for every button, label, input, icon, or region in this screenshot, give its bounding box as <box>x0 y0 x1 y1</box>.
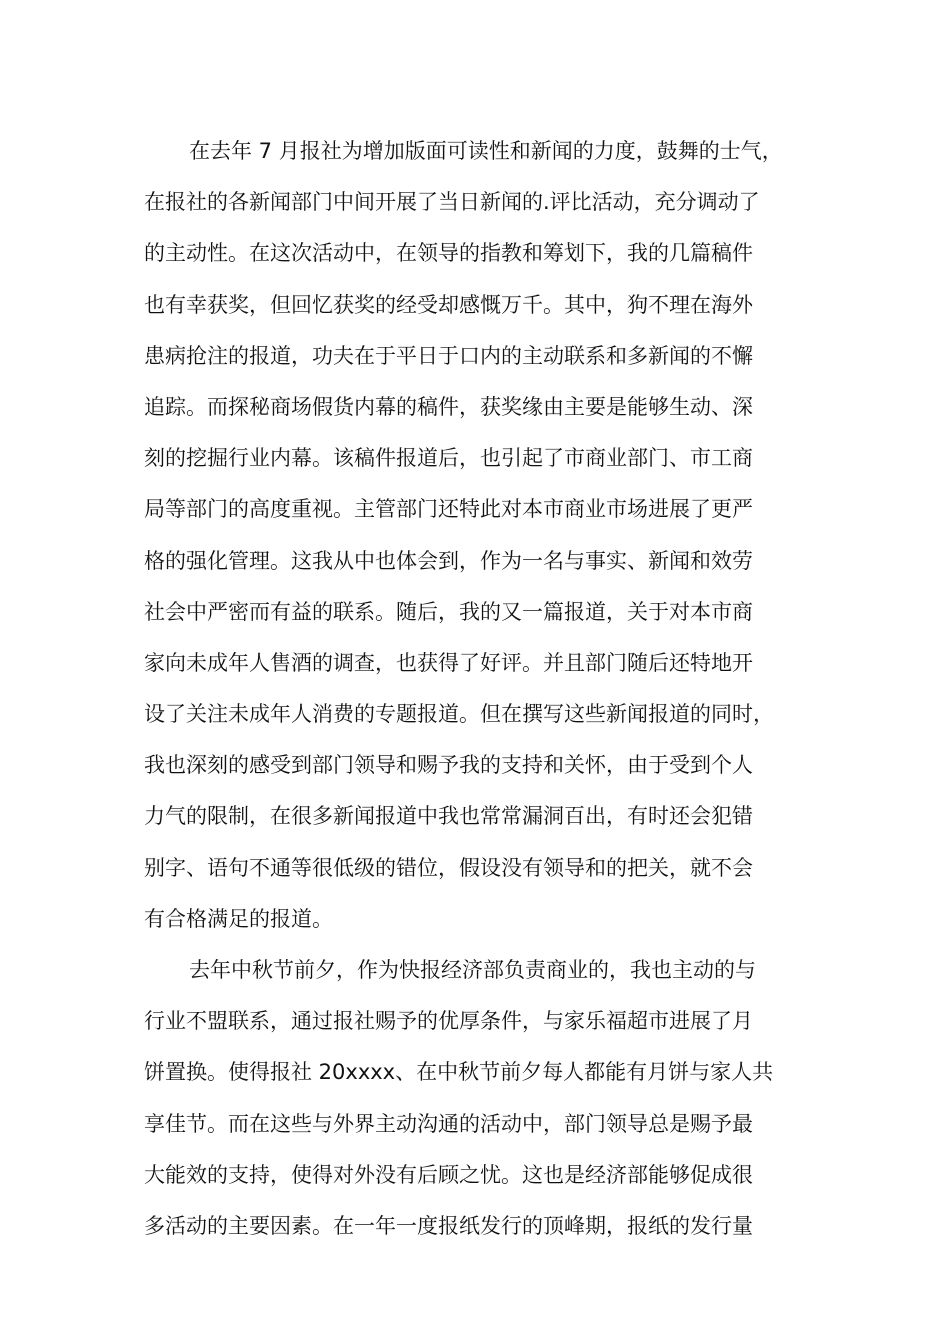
text-line: 大能效的支持，使得对外没有后顾之忧。这也是经济部能够促成很 <box>144 1162 753 1187</box>
text-line: 追踪。而探秘商场假货内幕的稿件，获奖缘由主要是能够生动、深 <box>144 394 753 419</box>
text-line: 家向未成年人售酒的调查，也获得了好评。并且部门随后还特地开 <box>144 650 753 675</box>
text-line: 设了关注未成年人消费的专题报道。但在撰写这些新闻报道的同时， <box>144 702 774 727</box>
text-line: 行业不盟联系，通过报社赐予的优厚条件，与家乐福超市进展了月 <box>144 1009 753 1034</box>
text-line: 刻的挖掘行业内幕。该稿件报道后，也引起了市商业部门、市工商 <box>144 446 753 471</box>
text-line: 患病抢注的报道，功夫在于平日于口内的主动联系和多新闻的不懈 <box>144 343 753 368</box>
text-line: 的主动性。在这次活动中，在领导的指教和筹划下，我的几篇稿件 <box>144 241 753 266</box>
text-line: 我也深刻的感受到部门领导和赐予我的支持和关怀，由于受到个人 <box>144 753 753 778</box>
body-text <box>144 126 844 1252</box>
text-line: 力气的限制，在很多新闻报道中我也常常漏洞百出，有时还会犯错 <box>144 804 753 829</box>
text-line: 别字、语句不通等很低级的错位，假设没有领导和的把关，就不会 <box>144 855 753 880</box>
text-line: 享佳节。而在这些与外界主动沟通的活动中，部门领导总是赐予最 <box>144 1111 753 1136</box>
text-line: 社会中严密而有益的联系。随后，我的又一篇报道，关于对本市商 <box>144 599 753 624</box>
text-line: 饼置换。使得报社 20xxxx、在中秋节前夕每人都能有月饼与家人共 <box>144 1060 774 1085</box>
text-line: 也有幸获奖，但回忆获奖的经受却感慨万千。其中，狗不理在海外 <box>144 292 753 317</box>
text-line: 去年中秋节前夕，作为快报经济部负责商业的，我也主动的与 <box>189 958 756 982</box>
text-line: 有合格满足的报道。 <box>144 906 333 931</box>
paragraph <box>144 945 844 1252</box>
paragraph <box>144 126 844 945</box>
text-line: 多活动的主要因素。在一年一度报纸发行的顶峰期，报纸的发行量 <box>144 1213 753 1238</box>
text-line: 局等部门的高度重视。主管部门还特此对本市商业市场进展了更严 <box>144 497 753 522</box>
text-line: 在报社的各新闻部门中间开展了当日新闻的.评比活动，充分调动了 <box>144 190 760 215</box>
text-line: 在去年 7 月报社为增加版面可读性和新闻的力度，鼓舞的士气， <box>189 139 783 163</box>
text-line: 格的强化管理。这我从中也体会到，作为一名与事实、新闻和效劳 <box>144 548 753 573</box>
